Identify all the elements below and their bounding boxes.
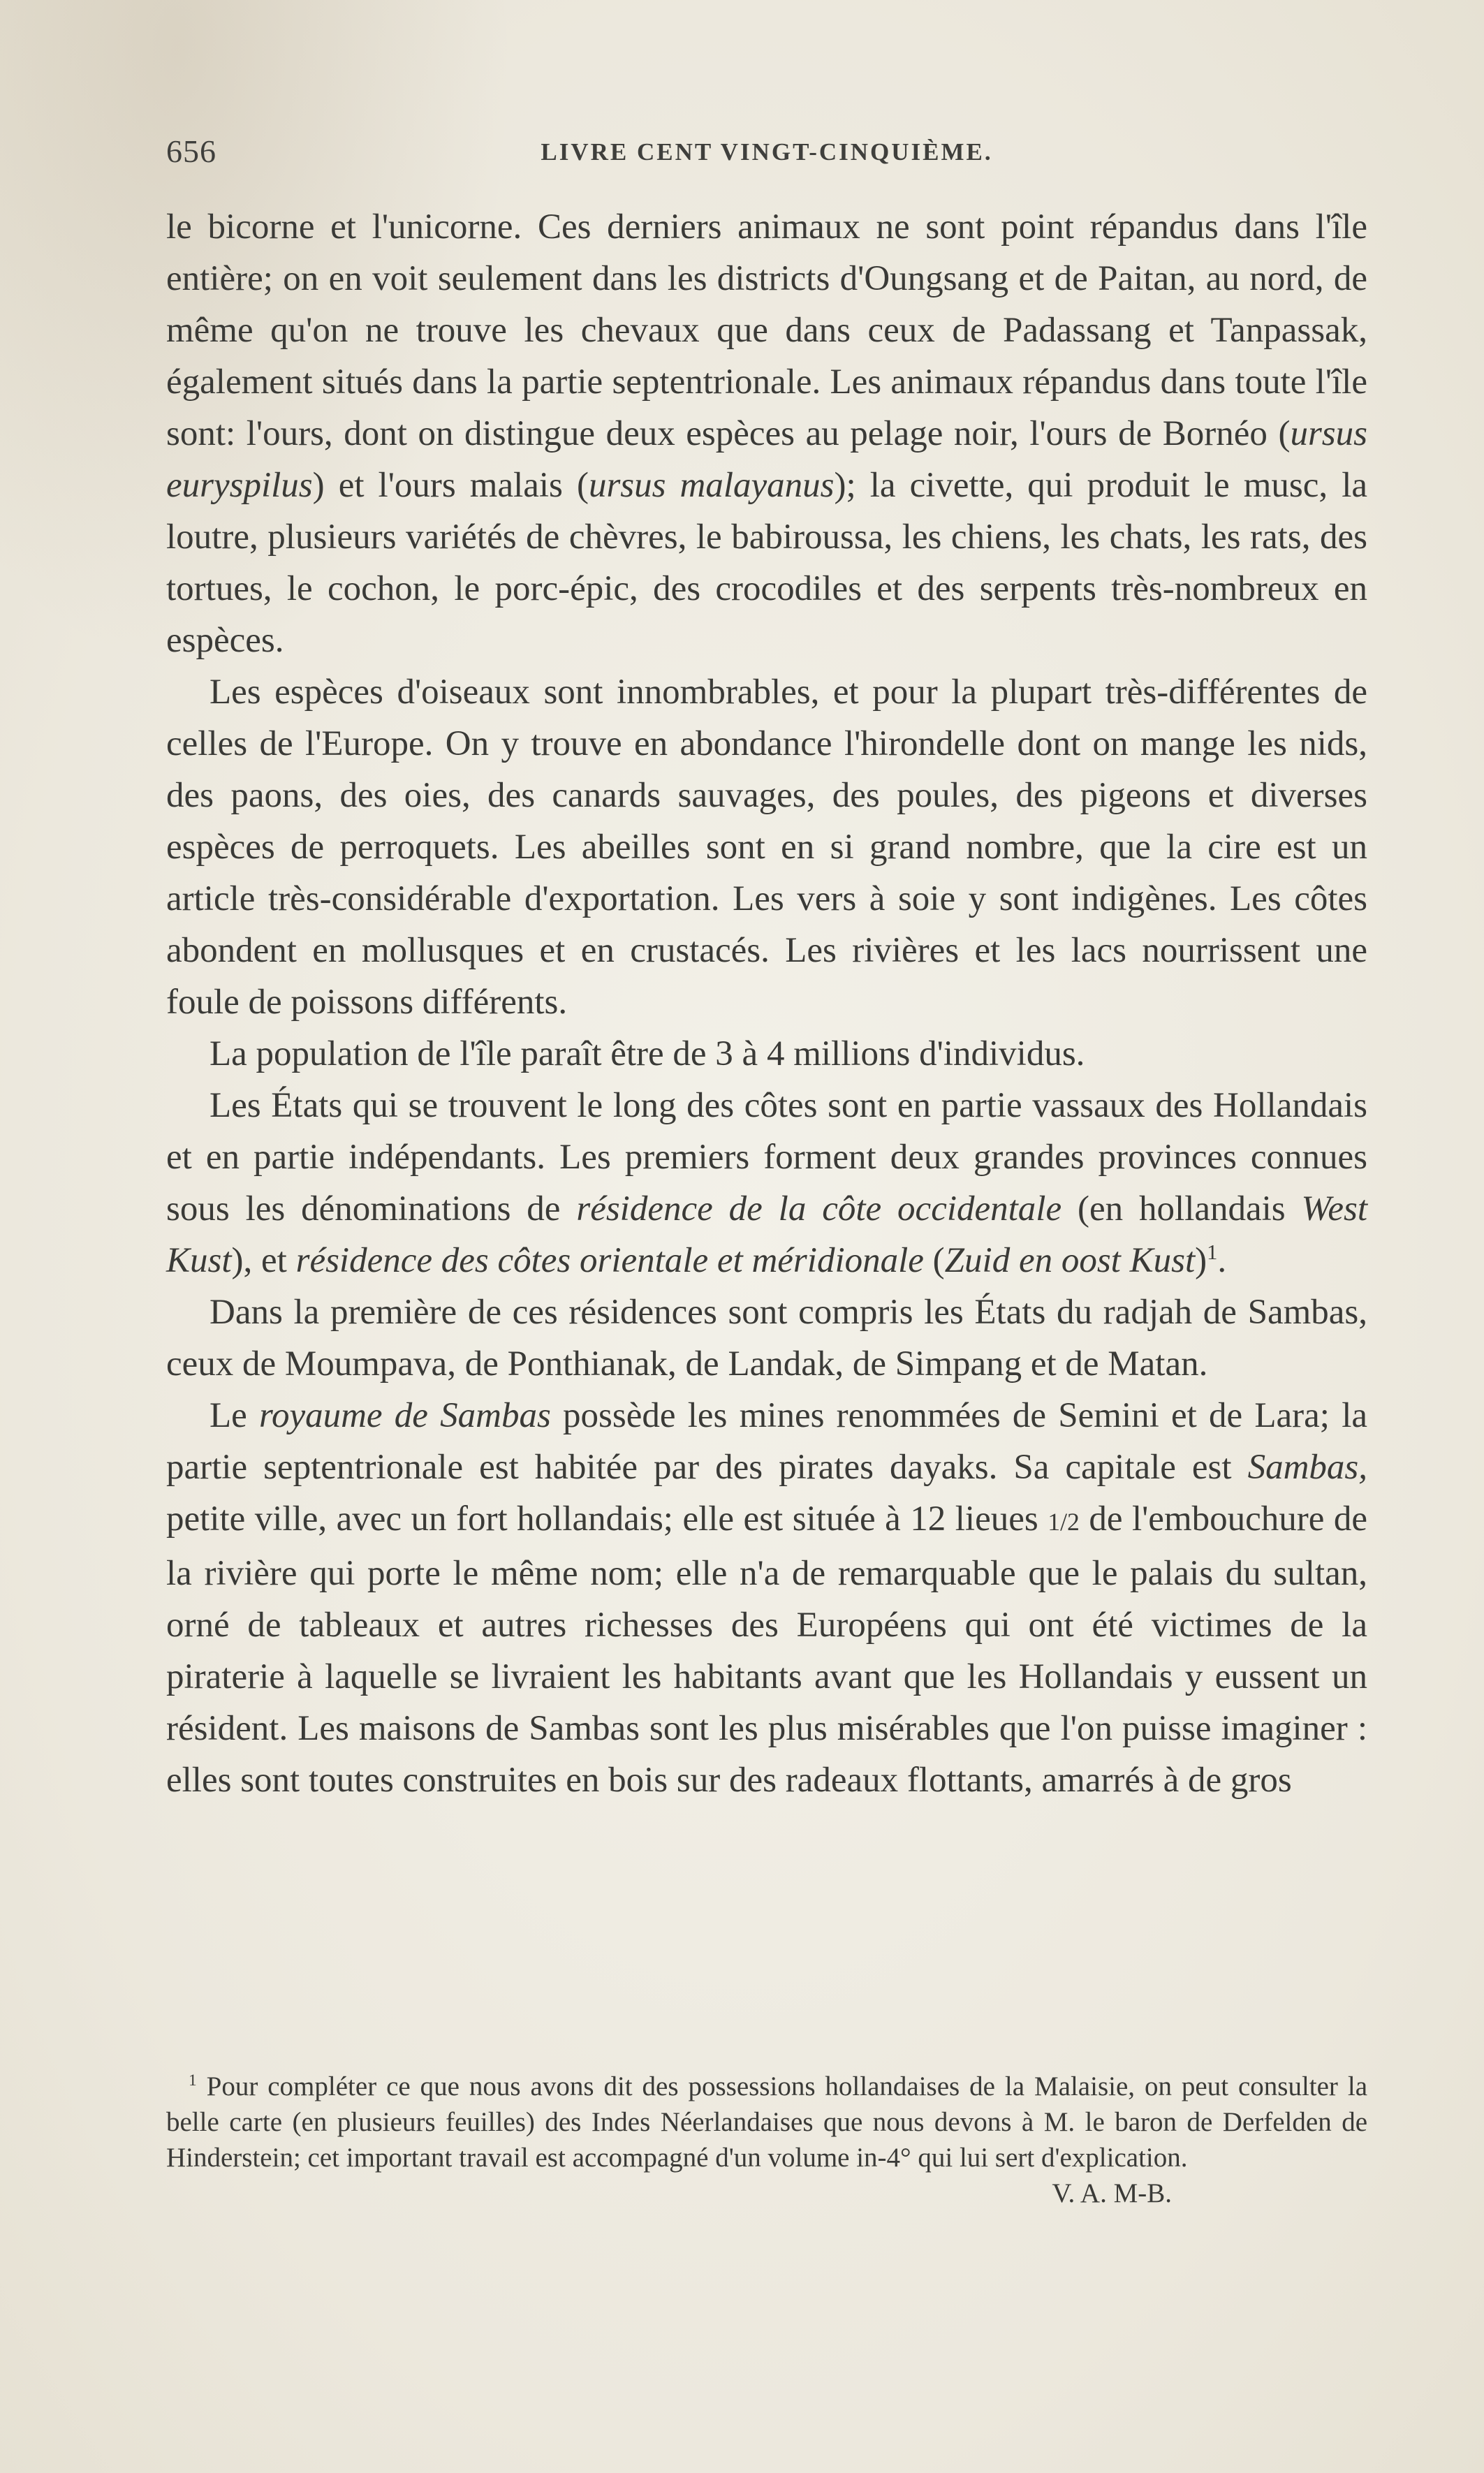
fraction: 1/2 — [1048, 1508, 1080, 1536]
footnote-reference: 1 — [1207, 1240, 1218, 1264]
paragraph-states: Les États qui se trouvent le long des côtes sont en partie vassaux des Hollandais et en partie indépendants. Les premiers forment deux grandes provinces connues sous les dénominations de résidence de la côte occidentale (en hollandais West Kust), et résidence des côtes orientale et méridionale (Zuid en oost Kust)$^1$. — [166, 1086, 1368, 1280]
running-title: LIVRE CENT VINGT-CINQUIÈME. — [541, 138, 993, 166]
paragraph-residences: Dans la première de ces résidences sont compris les États du radjah de Sambas, ceux de Moumpava, de Ponthianak, de Landak, de Simpang et de Matan. — [166, 1293, 1367, 1384]
paragraph-population: La population de l'île paraît être de 3 à 4 millions d'individus. — [210, 1034, 1085, 1073]
footnote-signature: V. A. M-B. — [1052, 2178, 1172, 2208]
body-text — [166, 201, 1367, 1806]
footnote-marker: 1 — [189, 2071, 197, 2090]
footnote — [166, 2069, 1367, 2211]
paragraph-animals: le bicorne et l'unicorne. Ces derniers animaux ne sont point répandus dans l'île entière; on en voit seulement dans les districts d'Oungsang et de Paitan, au nord, de même qu'on ne trouve les chevaux que dans ceux de Padassang et Tanpassak, également situés dans la partie septentrionale. Les animaux répandus dans toute l'île sont: l'ours, dont on distingue deux espèces au pelage noir, l'ours de Bornéo (ursus euryspilus) et l'ours malais (ursus malayanus); la civette, qui produit le musc, la loutre, plusieurs variétés de chèvres, le babiroussa, les chiens, les chats, les rats, des tortues, le cochon, le porc-épic, des crocodiles et des serpents très-nombreux en espèces. — [166, 207, 1367, 660]
paragraph-birds: Les espèces d'oiseaux sont innombrables, et pour la plupart très-différentes de celles de l'Europe. On y trouve en abondance l'hirondelle dont on mange les nids, des paons, des oies, des canards sauvages, des poules, des pigeons et diverses espèces de perroquets. Les abeilles sont en si grand nombre, que la cire est un article très-considérable d'exportation. Les vers à soie y sont indigènes. Les côtes abondent en mollusques et en crustacés. Les rivières et les lacs nourrissent une foule de poissons différents. — [166, 673, 1367, 1022]
footnote-text: Pour compléter ce que nous avons dit des possessions hollandaises de la Malaisie, on peut consulter la belle carte (en plusieurs feuilles) des Indes Néerlandaises que nous devons à M. le baron de Derfelden de Hinderstein; cet important travail est accompagné d'un volume in-4° qui lui sert d'explication. — [166, 2071, 1368, 2173]
page-number: 656 — [166, 133, 216, 169]
page-header — [166, 133, 1367, 175]
paragraph-sambas: Le royaume de Sambas possède les mines renommées de Semini et de Lara; la partie septentrionale est habitée par des pirates dayaks. Sa capitale est Sambas, petite ville, avec un fort hollandais; elle est située à 12 lieues 1/2 de l'embouchure de la rivière qui porte le même nom; elle n'a de remarquable que le palais du sultan, orné de tableaux et autres richesses des Européens qui ont été victimes de la piraterie à laquelle se livraient les habitants avant que les Hollandais y eussent un résident. Les maisons de Sambas sont les plus misérables que l'on puisse imaginer : elles sont toutes construites en bois sur des radeaux flottants, amarrés à de gros — [166, 1396, 1367, 1800]
